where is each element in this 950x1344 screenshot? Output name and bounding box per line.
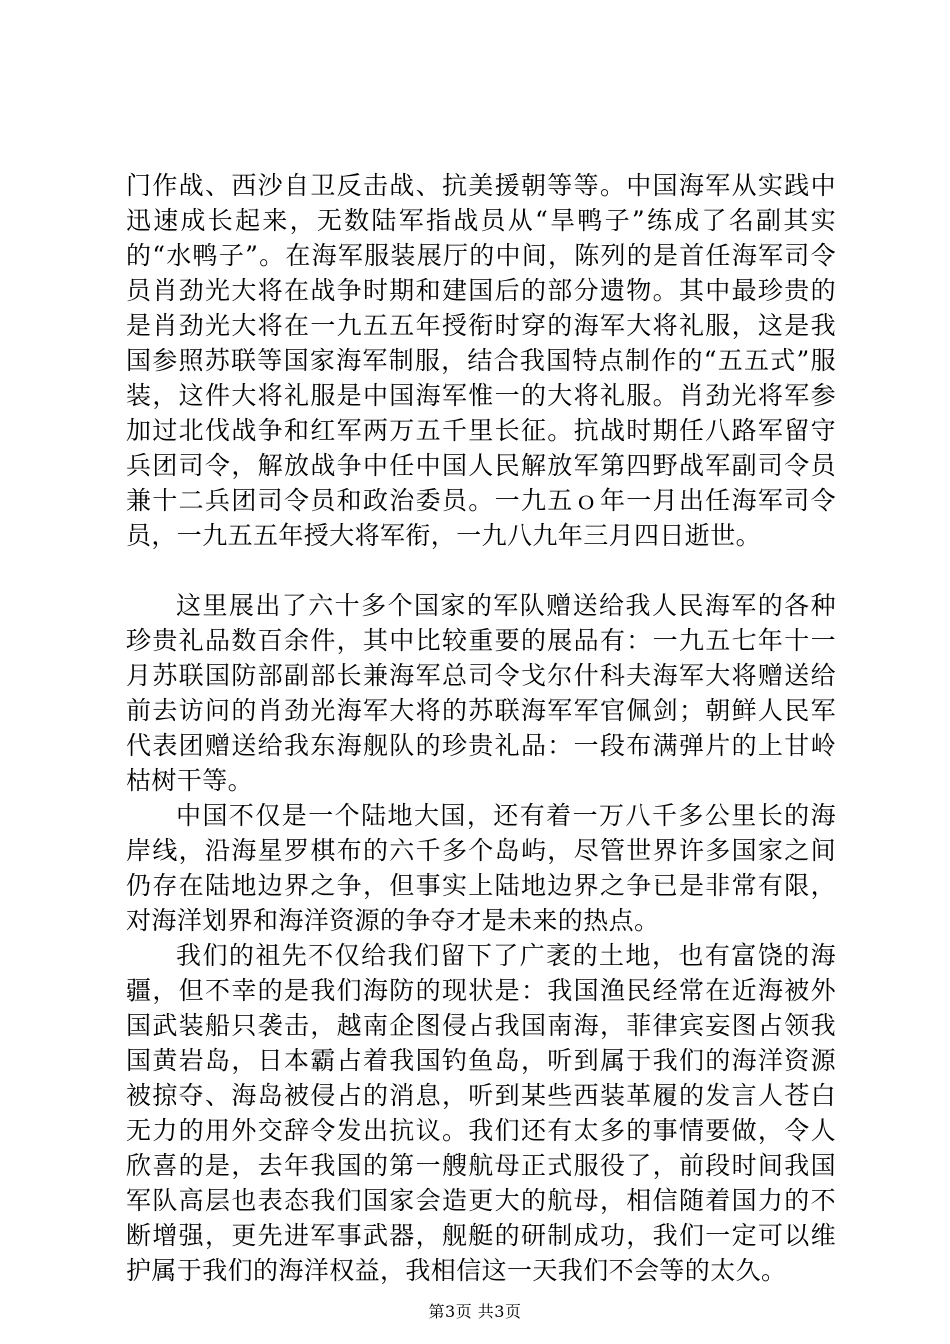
document-body [126, 168, 836, 1288]
paragraph-gifts: 这里展出了六十多个国家的军队赠送给我人民海军的各种珍贵礼品数百余件，其中比较重要的展品有：一九五七年十一月苏联国防部副部长兼海军总司令戈尔什科夫海军大将赠送给前去访问的肖劲光海军大将的苏联海军军官佩剑；朝鲜人民军代表团赠送给我东海舰队的珍贵礼品：一段布满弹片的上甘岭枯树干等。 [126, 591, 836, 795]
paragraph-maritime-rights: 我们的祖先不仅给我们留下了广袤的土地，也有富饶的海疆，但不幸的是我们海防的现状是：我国渔民经常在近海被外国武装船只袭击，越南企图侵占我国南海，菲律宾妄图占领我国黄岩岛，日本霸占着我国钓鱼岛，听到属于我们的海洋资源被掠夺、海岛被侵占的消息，听到某些西装革履的发言人苍白无力的用外交辞令发出抗议。我们还有太多的事情要做，令人欣喜的是，去年我国的第一艘航母正式服役了，前段时间我国军队高层也表态我们国家会造更大的航母，相信随着国力的不断增强，更先进军事武器，舰艇的研制成功，我们一定可以维护属于我们的海洋权益，我相信这一天我们不会等的太久。 [126, 941, 836, 1285]
paragraph-continued: 门作战、西沙自卫反击战、抗美援朝等等。中国海军从实践中迅速成长起来，无数陆军指战员从“旱鸭子”练成了名副其实的“水鸭子”。在海军服装展厅的中间，陈列的是首任海军司令员肖劲光大将在战争时期和建国后的部分遗物。其中最珍贵的是肖劲光大将在一九五五年授衔时穿的海军大将礼服，这是我国参照苏联等国家海军制服，结合我国特点制作的“五五式”服装，这件大将礼服是中国海军惟一的大将礼服。肖劲光将军参加过北伐战争和红军两万五千里长征。抗战时期任八路军留守兵团司令，解放战争中任中国人民解放军第四野战军副司令员兼十二兵团司令员和政治委员。一九五ｏ年一月出任海军司令员，一九五五年授大将军衔，一九八九年三月四日逝世。 [126, 171, 836, 550]
paragraph-coastline: 中国不仅是一个陆地大国，还有着一万八千多公里长的海岸线，沿海星罗棋布的六千多个岛屿，尽管世界许多国家之间仍存在陆地边界之争，但事实上陆地边界之争已是非常有限，对海洋划界和海洋资源的争夺才是未来的热点。 [126, 801, 836, 935]
paragraph-gap [126, 553, 836, 588]
page-number-footer: 第3页 共3页 [428, 1302, 522, 1321]
